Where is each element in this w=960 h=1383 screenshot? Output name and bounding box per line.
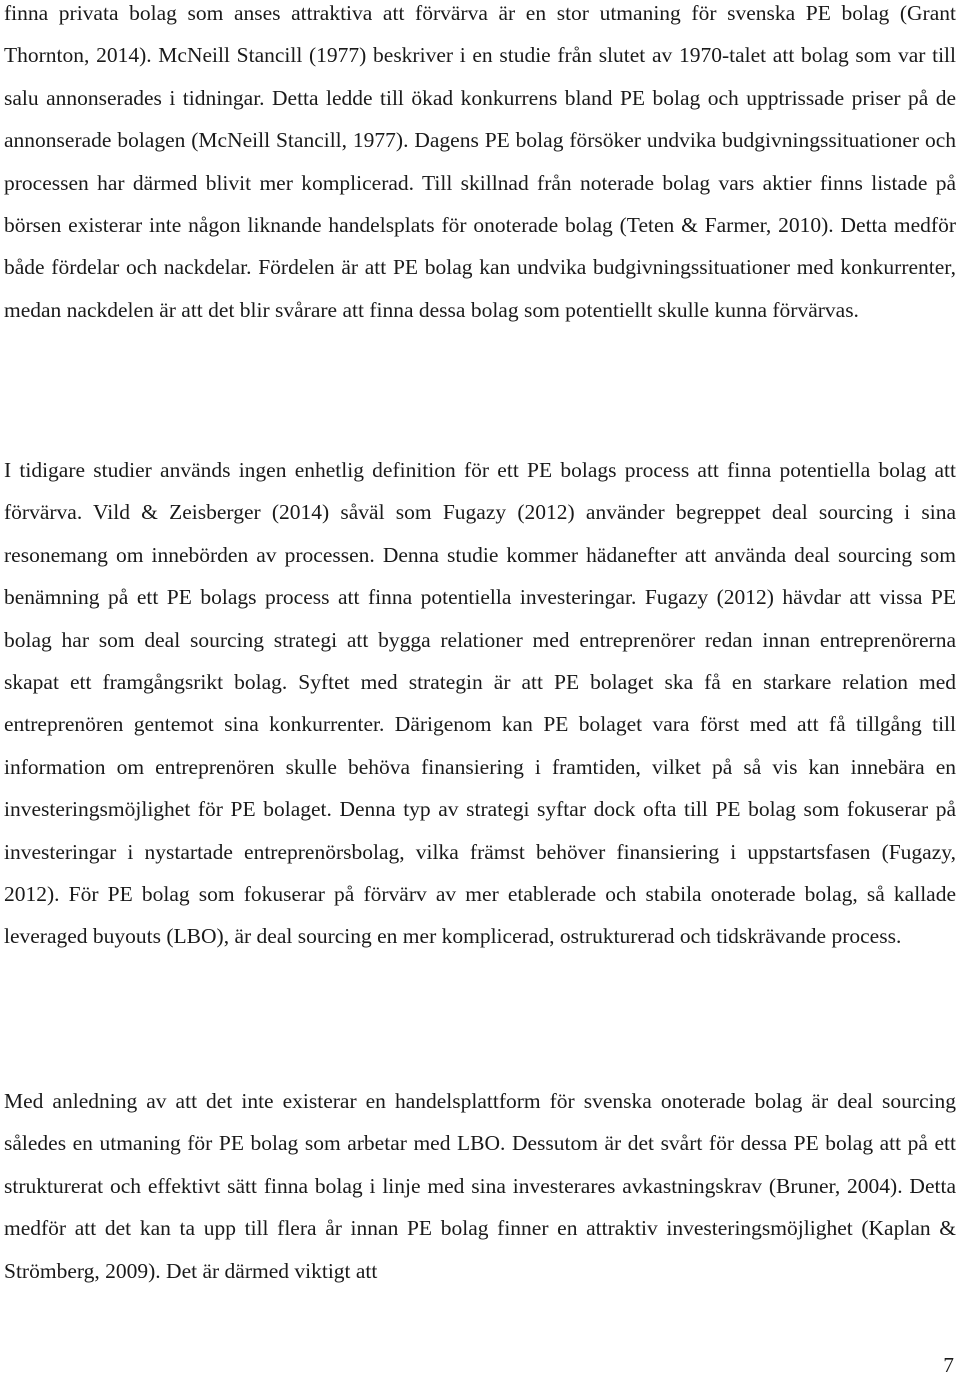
body-paragraph-1: finna privata bolag som anses attraktiva att förvärva är en stor utmaning för svenska PE bolag (Grant Thornton, 2014). McNeill Stancill (1977) beskriver i en studie från slutet av 1970-talet att bolag som var till salu annonserades i tidningar. Detta ledde till ökad konkurrens bland PE bolag och upptrissade priser på de annonserade bolagen (McNeill Stancill, 1977). Dagens PE bolag försöker undvika budgivningssituationer och processen har därmed blivit mer komplicerad. Till skillnad från noterade bolag vars aktier finns listade på börsen existerar inte någon liknande handelsplats för onoterade bolag (Teten & Farmer, 2010). Detta medför både fördelar och nackdelar. Fördelen är att PE bolag kan undvika budgivningssituationer med konkurrenter, medan nackdelen är att det blir svårare att finna dessa bolag som potentiellt skulle kunna förvärvas. bbox=[4, 1, 956, 322]
page-number: 7 bbox=[943, 1353, 954, 1377]
body-paragraph-3: Med anledning av att det inte existerar en handelsplattform för svenska onoterade bolag är deal sourcing således en utmaning för PE bolag som arbetar med LBO. Dessutom är det svårt för dessa PE bolag att på ett strukturerat och effektivt sätt finna bolag i linje med sina investerares avkastningskrav (Bruner, 2004). Detta medför att det kan ta upp till flera år innan PE bolag finner en attraktiv investeringsmöjlighet (Kaplan & Strömberg, 2009). Det är därmed viktigt att bbox=[4, 1089, 956, 1283]
body-paragraph-2: I tidigare studier används ingen enhetlig definition för ett PE bolags process att finna potentiella bolag att förvärva. Vild & Zeisberger (2014) såväl som Fugazy (2012) använder begreppet deal sourcing i sina resonemang om innebörden av processen. Denna studie kommer hädanefter att använda deal sourcing som benämning på ett PE bolags process att finna potentiella investeringar. Fugazy (2012) hävdar att vissa PE bolag har som deal sourcing strategi att bygga relationer med entreprenörer redan innan entreprenörerna skapat ett framgångsrikt bolag. Syftet med strategin är att PE bolaget ska få en starkare relation med entreprenören gentemot sina konkurrenter. Därigenom kan PE bolaget vara först med att få tillgång till information om entreprenören skulle behöva finansiering i framtiden, vilket på så vis kan innebära en investeringsmöjlighet för PE bolaget. Denna typ av strategi syftar dock ofta till PE bolag som fokuserar på investeringar i nystartade entreprenörsbolag, vilka främst behöver finansiering i uppstartsfasen (Fugazy, 2012). För PE bolag som fokuserar på förvärv av mer etablerade och stabila onoterade bolag, så kallade leveraged buyouts (LBO), är deal sourcing en mer komplicerad, ostrukturerad och tidskrävande process. bbox=[4, 458, 956, 949]
